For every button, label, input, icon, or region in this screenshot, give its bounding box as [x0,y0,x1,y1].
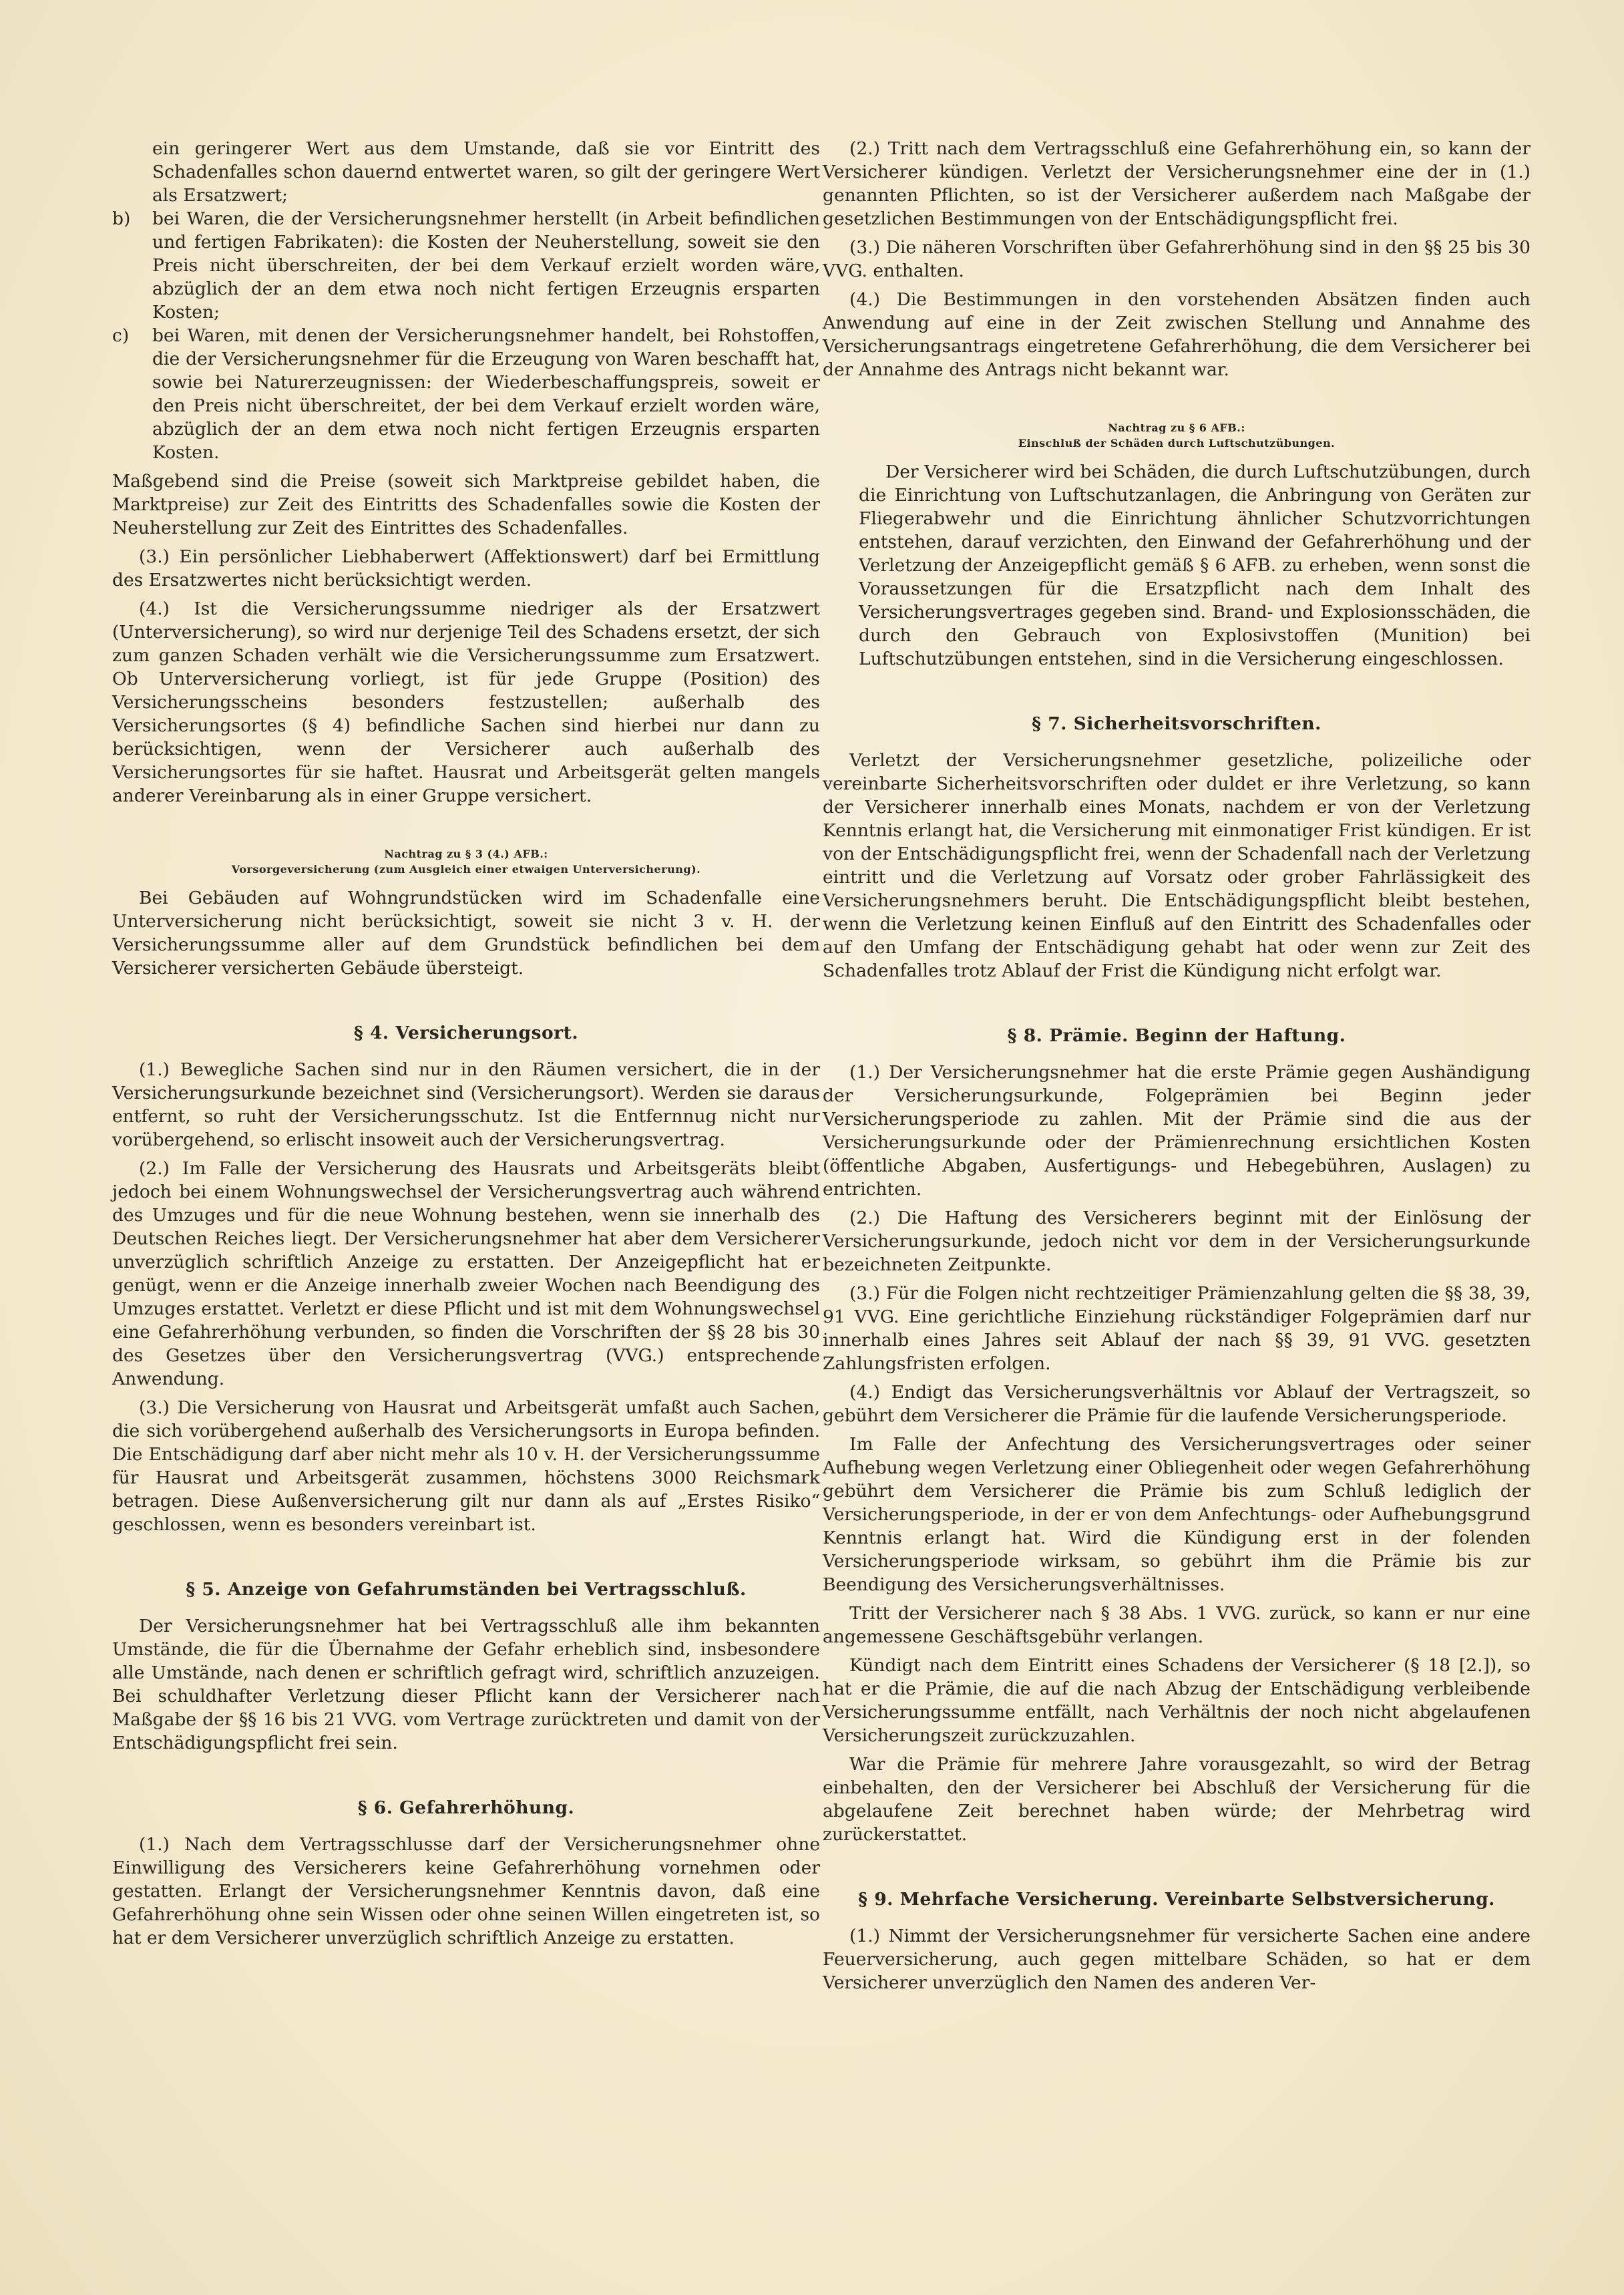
right-column [823,137,1531,1994]
nachtrag-3-subtitle: Vorsorgeversicherung (zum Ausgleich einer etwaigen Unterversicherung). [231,863,701,876]
section-6-paragraph-3: (3.) Die näheren Vorschriften über Gefahrerhöhung sind in den §§ 25 bis 30 VVG. enthalten. [823,237,1531,281]
list-label: b) [112,208,131,229]
list-item-c [112,324,820,464]
section-9-heading: § 9. Mehrfache Versicherung. Vereinbarte Selbstversicherung. [858,1889,1495,1910]
section-8-paragraph-2: (2.) Die Haftung des Versicherers beginnt mit der Einlösung der Versicherungsurkunde, jedoch nicht vor dem in der Versicherungsurkunde bezeichneten Zeitpunkte. [823,1208,1531,1275]
nachtrag-6-title: Nachtrag zu § 6 AFB.: [1108,421,1245,434]
nachtrag-3-title: Nachtrag zu § 3 (4.) AFB.: [384,848,548,860]
left-column [112,137,820,1950]
section-8-paragraph-4: (4.) Endigt das Versicherungsverhältnis vor Ablauf der Vertragszeit, so gebührt dem Versicherer die Prämie für die laufende Versicherungsperiode. [823,1382,1531,1426]
paragraph-massgebend: Maßgebend sind die Preise (soweit sich Marktpreise gebildet haben, die Marktpreise) zur Zeit des Eintritts des Schadenfalles sowie die Kosten der Neuherstellung zur Zeit des Eintrittes des Schadenfalles. [112,471,820,538]
section-7-text: Verletzt der Versicherungsnehmer gesetzliche, polizeiliche oder vereinbarte Sicherheitsvorschriften oder duldet er ihre Verletzung, so kann der Versicherer innerhalb eines Monats, nachdem er von der Verletzung Kenntnis erlangt hat, die Versicherung mit einmonatiger Frist kündigen. Er ist von der Entschädigungspflicht frei, wenn der Schadenfall nach der Verletzung eintritt und die Verletzung auf Vorsatz oder grober Fahrlässigkeit des Versicherungsnehmers beruht. Die Entschädigungspflicht bleibt bestehen, wenn die Verletzung keinen Einfluß auf den Eintritt des Schadenfalles oder auf den Umfang der Entschädigung gehabt hat oder wenn zur Zeit des Schadenfalles trotz Ablauf der Frist die Kündigung nicht erfolgt war. [823,750,1531,981]
section-4-paragraph-2: (2.) Im Falle der Versicherung des Hausrats und Arbeitsgeräts bleibt jedoch bei einem Wohnungswechsel der Versicherungsvertrag auch während des Umzuges und für die neue Wohnung bestehen, wenn sie innerhalb des Deutschen Reiches liegt. Der Versicherungsnehmer hat aber dem Versicherer unverzüglich schriftlich Anzeige zu erstatten. Der Anzeigepflicht hat er genügt, wenn er die Anzeige innerhalb zweier Wochen nach Beendigung des Umzuges erstattet. Verletzt er diese Pflicht und ist mit dem Wohnungswechsel eine Gefahrerhöhung verbunden, so finden die Vorschriften der §§ 28 bis 30 des Gesetzes über den Versicherungsvertrag (VVG.) entsprechende Anwendung. [112,1158,820,1389]
section-6-paragraph-4: (4.) Die Bestimmungen in den vorstehenden Absätzen finden auch Anwendung auf eine in der Zeit zwischen Stellung und Annahme des Versicherungsantrags eingetretene Gefahrerhöhung, die dem Versicherer bei der Annahme des Antrags nicht bekannt war. [823,289,1531,380]
list-item-b [112,207,820,324]
list-text: bei Waren, die der Versicherungsnehmer herstellt (in Arbeit befindlichen und fertigen Fabrikaten): die Kosten der Neuherstellung, soweit sie den Preis nicht überschreiten, der bei dem Verkauf erzielt worden wäre, abzüglich der an dem etwa noch nicht fertigen Erzeugnis ersparten Kosten; [152,208,820,323]
section-8-paragraph-5: Im Falle der Anfechtung des Versicherungsvertrages oder seiner Aufhebung wegen Verletzung einer Obliegenheit oder wegen Gefahrerhöhung gebührt dem Versicherer die Prämie bis zum Schluß lediglich der Versicherungsperiode, in der er von dem Anfechtungs- oder Aufhebungsgrund Kenntnis erlangt hat. Wird die Kündigung erst in der folenden Versicherungsperiode wirksam, so gebührt ihm die Prämie bis zur Beendigung des Versicherungsverhältnisses. [823,1434,1531,1595]
section-9-paragraph-1: (1.) Nimmt der Versicherungsnehmer für versicherte Sachen eine andere Feuerversicherung, auch gegen mittelbare Schäden, so hat er dem Versicherer unverzüglich den Namen des anderen Ver- [823,1926,1531,1993]
list-label: c) [112,325,130,346]
section-5-heading: § 5. Anzeige von Gefahrumständen bei Vertragsschluß. [186,1579,747,1600]
list-text: bei Waren, mit denen der Versicherungsnehmer handelt, bei Rohstoffen, die der Versicherungsnehmer für die Erzeugung von Waren beschafft hat, sowie bei Naturerzeugnissen: der Wiederbeschaffungspreis, soweit er den Preis nicht überschreitet, der bei dem Verkauf erzielt worden wäre, abzüglich der an dem etwa noch nicht fertigen Erzeugnis ersparten Kosten. [152,325,820,463]
section-6-paragraph-1: (1.) Nach dem Vertragsschlusse darf der Versicherungsnehmer ohne Einwilligung des Versicherers keine Gefahrerhöhung vornehmen oder gestatten. Erlangt der Versicherungsnehmer Kenntnis davon, daß eine Gefahrerhöhung ohne sein Wissen oder ohne seinen Willen eingetreten ist, so hat er dem Versicherer unverzüglich schriftlich Anzeige zu erstatten. [112,1834,820,1948]
paragraph-4: (4.) Ist die Versicherungssumme niedriger als der Ersatzwert (Unterversicherung), so wird nur derjenige Teil des Schadens ersetzt, der sich zum ganzen Schaden verhält wie die Versicherungssumme zum Ersatzwert. Ob Unterversicherung vorliegt, ist für jede Gruppe (Position) des Versicherungsscheins besonders festzustellen; außerhalb des Versicherungsortes (§ 4) befindliche Sachen sind hierbei nur dann zu berücksichtigen, wenn der Versicherer auch außerhalb des Versicherungsortes für sie haftet. Hausrat und Arbeitsgerät gelten mangels anderer Vereinbarung als in einer Gruppe versichert. [112,598,820,806]
section-6-paragraph-2: (2.) Tritt nach dem Vertragsschluß eine Gefahrerhöhung ein, so kann der Versicherer kündigen. Verletzt der Versicherungsnehmer eine der in (1.) genannten Pflichten, so ist der Versicherer außerdem nach Maßgabe der gesetzlichen Bestimmungen von der Entschädigungspflicht frei. [823,138,1531,229]
paragraph-3: (3.) Ein persönlicher Liebhaberwert (Affektionswert) darf bei Ermittlung des Ersatzwertes nicht berücksichtigt werden. [112,546,820,590]
section-8-paragraph-3: (3.) Für die Folgen nicht rechtzeitiger Prämienzahlung gelten die §§ 38, 39, 91 VVG. Eine gerichtliche Einziehung rückständiger Folgeprämien darf nur innerhalb eines Jahres seit Ablauf der nach §§ 39, 91 VVG. gesetzten Zahlungsfristen erfolgen. [823,1283,1531,1374]
section-6-heading: § 6. Gefahrerhöhung. [357,1797,575,1818]
section-8-paragraph-1: (1.) Der Versicherungsnehmer hat die erste Prämie gegen Aushändigung der Versicherungsurkunde, Folgeprämien bei Beginn jeder Versicherungsperiode zu zahlen. Mit der Prämie sind die aus der Versicherungsurkunde oder der Prämienrechnung ersichtlichen Kosten (öffentliche Abgaben, Ausfertigungs- und Hebegebühren, Auslagen) zu entrichten. [823,1062,1531,1200]
section-7-heading: § 7. Sicherheitsvorschriften. [1032,713,1322,734]
section-8-heading: § 8. Prämie. Beginn der Haftung. [1007,1025,1346,1046]
nachtrag-6-subtitle: Einschluß der Schäden durch Luftschutzübungen. [1018,437,1336,450]
section-4-heading: § 4. Versicherungsort. [353,1023,579,1043]
nachtrag-3-text: Bei Gebäuden auf Wohngrundstücken wird im Schadenfalle eine Unterversicherung nicht berücksichtigt, soweit sie nicht 3 v. H. der Versicherungssumme aller auf dem Grundstück befindlichen bei dem Versicherer versicherten Gebäude übersteigt. [112,888,820,979]
section-8-paragraph-7: Kündigt nach dem Eintritt eines Schadens der Versicherer (§ 18 [2.]), so hat er die Prämie, die auf die nach Abzug der Entschädigung verbleibende Versicherungssumme entfällt, nach Verhältnis der noch nicht abgelaufenen Versicherungszeit zurückzuzahlen. [823,1655,1531,1746]
nachtrag-6-text: Der Versicherer wird bei Schäden, die durch Luftschutzübungen, durch die Einrichtung von Luftschutzanlagen, die Anbringung von Geräten zur Fliegerabwehr und die Einrichtung ähnlicher Schutzvorrichtungen entstehen, darauf verzichten, den Einwand der Gefahrerhöhung und der Verletzung der Anzeigepflicht gemäß § 6 AFB. zu erheben, wenn sonst die Voraussetzungen für die Ersatzpflicht nach dem Inhalt des Versicherungsvertrages gegeben sind. Brand- und Explosionsschäden, die durch den Gebrauch von Explosivstoffen (Munition) bei Luftschutzübungen entstehen, sind in die Versicherung eingeschlossen. [859,462,1531,669]
section-4-paragraph-1: (1.) Bewegliche Sachen sind nur in den Räumen versichert, die in der Versicherungsurkunde bezeichnet sind (Versicherungsort). Werden sie daraus entfernt, so ruht der Versicherungsschutz. Ist die Entfernnug nicht nur vorübergehend, so erlischt insoweit auch der Versicherungsvertrag. [112,1059,820,1150]
section-8-paragraph-6: Tritt der Versicherer nach § 38 Abs. 1 VVG. zurück, so kann er nur eine angemessene Geschäftsgebühr verlangen. [823,1603,1531,1647]
section-4-paragraph-3: (3.) Die Versicherung von Hausrat und Arbeitsgerät umfaßt auch Sachen, die sich vorübergehend außerhalb des Versicherungsorts in Europa befinden. Die Entschädigung darf aber nicht mehr als 10 v. H. der Versicherungssumme für Hausrat und Arbeitsgerät zusammen, höchstens 3000 Reichsmark betragen. Diese Außenversicherung gilt nur dann als auf „Erstes Risiko“ geschlossen, wenn es besonders vereinbart ist. [112,1397,820,1535]
section-5-text: Der Versicherungsnehmer hat bei Vertragsschluß alle ihm bekannten Umstände, die für die Übernahme der Gefahr erheblich sind, insbesondere alle Umstände, nach denen er schriftlich gefragt wird, schriftlich anzuzeigen. Bei schuldhafter Verletzung dieser Pflicht kann der Versicherer nach Maßgabe der §§ 16 bis 21 VVG. vom Vertrage zurücktreten und damit von der Entschädigungspflicht frei sein. [112,1616,820,1753]
section-8-paragraph-8: War die Prämie für mehrere Jahre vorausgezahlt, so wird der Betrag einbehalten, den der Versicherer bei Abschluß der Versicherung für die abgelaufene Zeit berechnet haben würde; der Mehrbetrag wird zurückerstattet. [823,1754,1531,1845]
intro-continuation: ein geringerer Wert aus dem Umstande, daß sie vor Eintritt des Schadenfalles schon dauernd entwertet waren, so gilt der geringere Wert als Ersatzwert; [152,138,820,206]
